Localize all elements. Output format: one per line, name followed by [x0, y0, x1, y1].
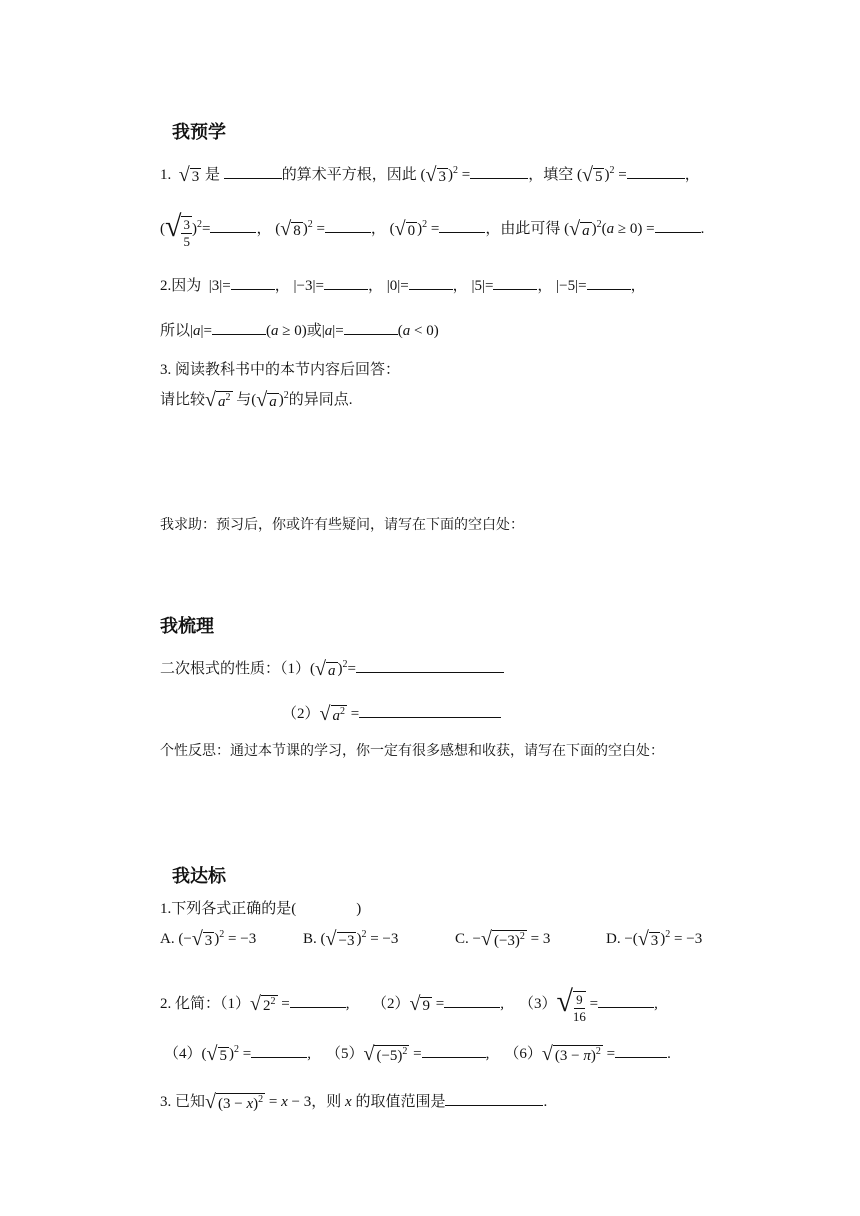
sqrt-neg-5-squared: √ $(-5)^2$: [363, 1043, 408, 1066]
sqrt-5: √ 5: [581, 164, 603, 187]
text-span: （3）: [518, 996, 557, 1013]
text-span: ，填空: [528, 167, 574, 183]
answer-blank[interactable]: [444, 993, 500, 1008]
answer-blank[interactable]: [445, 1091, 543, 1106]
answer-blank[interactable]: [470, 164, 528, 179]
sqrt-neg-3-squared: √ $(-3)^2$: [480, 928, 525, 950]
answer-blank[interactable]: [615, 1043, 667, 1058]
answer-blank[interactable]: [422, 1043, 486, 1058]
question-2-line-1: 2.因为 |3|= ， |−3|= ， |0|= ， |5|= ， |−5|= ，: [160, 274, 646, 295]
text-span: 所以: [160, 323, 191, 339]
sqrt-a-squared: √ $a^2$: [319, 703, 345, 726]
text-span: ，: [370, 221, 386, 238]
q-number: 1.: [160, 167, 172, 183]
text-span: （2）: [282, 706, 320, 722]
answer-blank[interactable]: [210, 218, 256, 233]
sqrt-3: √ 3: [178, 164, 200, 187]
text-span: .: [700, 221, 705, 238]
answer-blank[interactable]: [409, 275, 453, 290]
text-span: ，由此可得: [485, 221, 561, 238]
question-1-line-1: 1. √ 3 是 的算术平方根，因此 (√ 3 )$^2$ = ，填空 (√ 5 )$^2$ = ，: [160, 164, 700, 187]
option-label: D.: [606, 930, 621, 947]
answer-blank[interactable]: [493, 275, 537, 290]
question-2-line-2: 所以|a|= (a ≥ 0)或|a|= (a < 0): [160, 319, 439, 340]
sqrt-9-16: √ $\frac{9}{16}$: [556, 985, 586, 1024]
answer-blank[interactable]: [251, 1043, 307, 1058]
text-span: 请比较: [160, 392, 206, 408]
section-title-review: 我梳理: [160, 616, 214, 637]
sqrt-3-minus-x-squared: √ $(3 - x)^2$: [205, 1091, 264, 1114]
answer-blank[interactable]: [344, 320, 398, 335]
answer-blank[interactable]: [290, 993, 346, 1008]
practice-question-3: 3. 已知√ $(3 - x)^2 = x - 3$，则 x 的取值范围是 .: [160, 1091, 548, 1114]
option-c[interactable]: C. −√ $(-3)^2 = 3$: [455, 928, 551, 950]
option-label: A.: [160, 930, 175, 947]
text-span: （5）: [325, 1046, 364, 1062]
text-span: 二次根式的性质：（1）: [160, 661, 311, 677]
sqrt-0: √ 0: [394, 218, 416, 241]
text-span: 的算术平方根，因此: [281, 167, 417, 183]
sqrt-3-5: √ $\frac{3}{5}$: [165, 210, 190, 249]
sqrt-5: √ 5: [206, 1043, 227, 1066]
sqrt-3: √ 3: [637, 928, 659, 950]
text-span: 2. 化简：（1）: [160, 996, 251, 1013]
help-prompt: 我求助：预习后，你或许有些疑问，请写在下面的空白处：: [160, 518, 524, 533]
practice-question-1: 1.下列各式正确的是( ): [160, 901, 362, 917]
text-span: （4）: [164, 1046, 202, 1062]
text-span: 是: [204, 167, 220, 183]
option-d[interactable]: D. −(√ 3 )$^2$ = −3: [606, 928, 703, 950]
option-label: C.: [455, 930, 469, 947]
answer-blank[interactable]: [356, 658, 504, 673]
text-span: （6）: [504, 1046, 542, 1062]
text-span: ，: [684, 167, 700, 183]
sqrt-9: √ 9: [409, 993, 430, 1016]
text-span: 2.因为: [160, 278, 202, 294]
property-2: （2）√ $a^2$ =: [282, 702, 501, 726]
sqrt-a-squared: √ $a^2$: [205, 389, 231, 412]
text-span: 与: [236, 392, 252, 408]
answer-blank[interactable]: [325, 218, 371, 233]
option-a[interactable]: A. (−√ 3 )$^2$ = −3: [160, 928, 257, 950]
practice-question-2-line-2: （4）(√ 5 )$^2$ = , （5）√ $(-5)^2$ = , （6）√ $(3 - \pi)^2$ = .: [164, 1043, 671, 1066]
question-3-instruction: 3. 阅读教科书中的本节内容后回答：: [160, 362, 401, 378]
section-title-preview: 我预学: [172, 122, 226, 143]
answer-blank[interactable]: [587, 275, 631, 290]
sqrt-2-squared: √ $2^2$: [250, 993, 276, 1016]
answer-blank[interactable]: [627, 164, 685, 179]
reflection-prompt: 个性反思：通过本节课的学习，你一定有很多感想和收获，请写在下面的空白处：: [160, 744, 664, 759]
answer-blank[interactable]: [231, 275, 275, 290]
text-span: ，: [256, 221, 272, 238]
section-title-practice: 我达标: [172, 866, 226, 887]
question-1-line-2: (√ $\frac{3}{5}$ )$^2$= ， (√ 8 )$^2$ = ， (√ 0 )$^2$ = ，由此可得 (√ a )$^2$(a ≥ 0) = .: [160, 210, 705, 249]
text-span: ，: [367, 278, 383, 294]
answer-blank[interactable]: [212, 320, 266, 335]
sqrt-8: √ 8: [280, 218, 301, 241]
text-span: （2）: [371, 996, 410, 1013]
text-span: ，: [630, 278, 646, 294]
question-3-compare: 请比较√ $a^2$ 与(√ a )$^2$的异同点.: [160, 389, 353, 412]
sqrt-3: √ 3: [191, 928, 213, 950]
text-span: 3. 已知: [160, 1094, 206, 1110]
option-label: B.: [303, 930, 317, 947]
sqrt-a: √ a: [256, 389, 277, 412]
text-span: ，: [274, 278, 290, 294]
text-span: 或: [306, 323, 322, 339]
sqrt-a: √ a: [569, 218, 590, 241]
sqrt-a: √ a: [315, 658, 336, 681]
sqrt-neg-3: √ −3: [325, 928, 355, 950]
answer-blank[interactable]: [359, 703, 501, 718]
text-span: ，: [452, 278, 468, 294]
answer-blank[interactable]: [439, 218, 485, 233]
answer-blank[interactable]: [598, 993, 654, 1008]
text-span: 的取值范围是: [355, 1094, 446, 1110]
property-1: 二次根式的性质：（1）(√ a )$^2$=: [160, 657, 504, 681]
answer-blank[interactable]: [224, 164, 282, 179]
sqrt-3: √ 3: [425, 164, 446, 187]
option-b[interactable]: B. (√ −3 )$^2$ = −3: [303, 928, 399, 950]
answer-blank[interactable]: [324, 275, 368, 290]
text-span: ，: [537, 278, 553, 294]
practice-question-2-line-1: 2. 化简：（1）√ $2^2$ = , （2）√ 9 = , （3）√ $\frac{9}{16}$ = ,: [160, 985, 658, 1024]
text-span: 的异同点.: [288, 392, 353, 408]
sqrt-3-minus-pi-squared: √ $(3 - \pi)^2$: [541, 1043, 601, 1066]
text-span: ，则: [311, 1094, 342, 1110]
answer-blank[interactable]: [655, 218, 701, 233]
text-span: .: [543, 1094, 548, 1110]
